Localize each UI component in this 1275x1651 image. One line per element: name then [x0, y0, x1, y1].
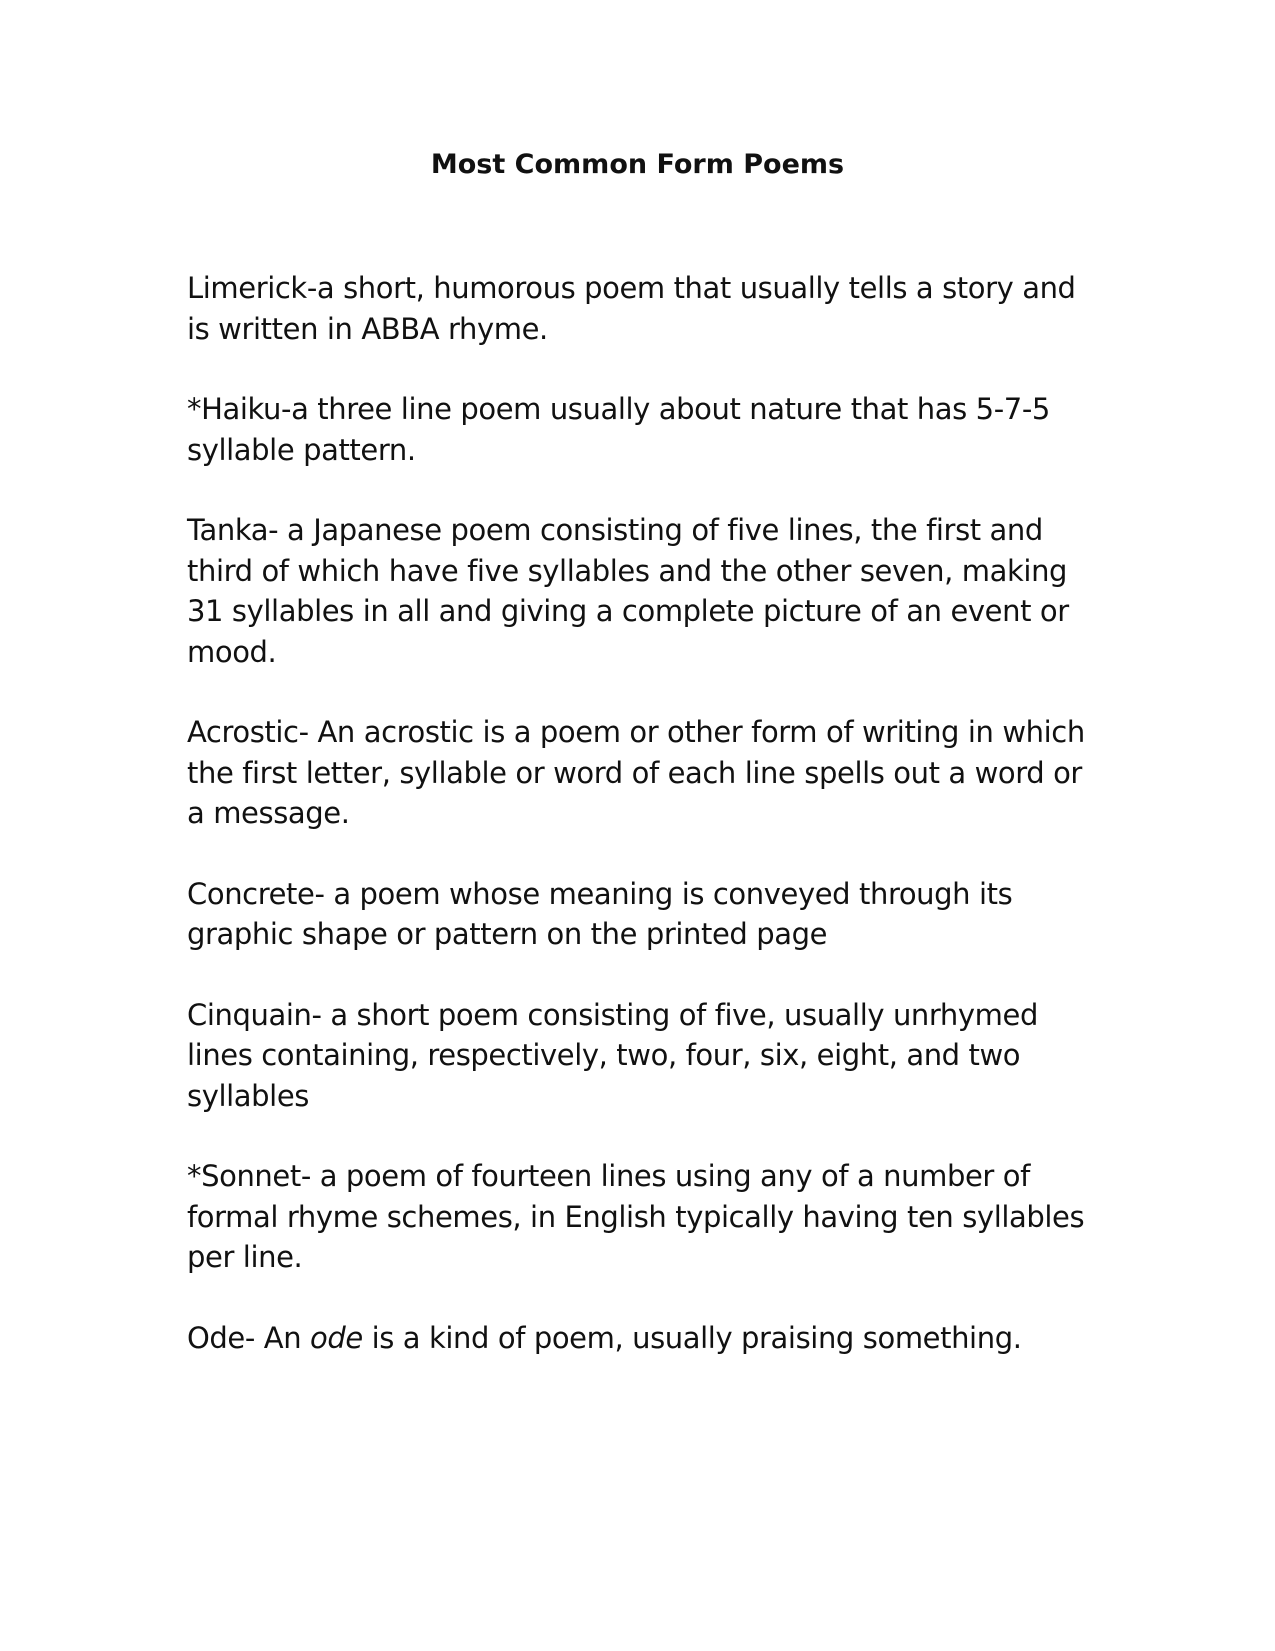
entry-ode	[187, 1318, 1097, 1359]
entry-tanka: Tanka- a Japanese poem consisting of five lines, the first and third of which have five syllables and the other seven, making 31 syllables in all and giving a complete picture of an event or mood.	[187, 513, 1069, 669]
entry-sonnet: *Sonnet- a poem of fourteen lines using any of a number of formal rhyme schemes, in English typically having ten syllables per line.	[187, 1159, 1085, 1274]
entry-acrostic: Acrostic- An acrostic is a poem or other form of writing in which the first letter, syllable or word of each line spells out a word or a message.	[187, 715, 1085, 830]
entry-haiku: *Haiku-a three line poem usually about nature that has 5-7-5 syllable pattern.	[187, 392, 1050, 467]
entry-ode-rest: is a kind of poem, usually praising something.	[362, 1320, 1022, 1355]
entry-limerick: Limerick-a short, humorous poem that usually tells a story and is written in ABBA rhyme.	[187, 271, 1076, 346]
page-title: Most Common Form Poems	[430, 149, 845, 180]
entry-ode-lead: Ode- An	[187, 1320, 310, 1355]
entry-ode-italic-term: ode	[310, 1320, 363, 1355]
entry-concrete: Concrete- a poem whose meaning is conveyed through its graphic shape or pattern on the printed page	[187, 876, 1013, 951]
entry-cinquain: Cinquain- a short poem consisting of five, usually unrhymed lines containing, respectively, two, four, six, eight, and two syllables	[187, 997, 1038, 1113]
definition-list	[187, 268, 1097, 1398]
